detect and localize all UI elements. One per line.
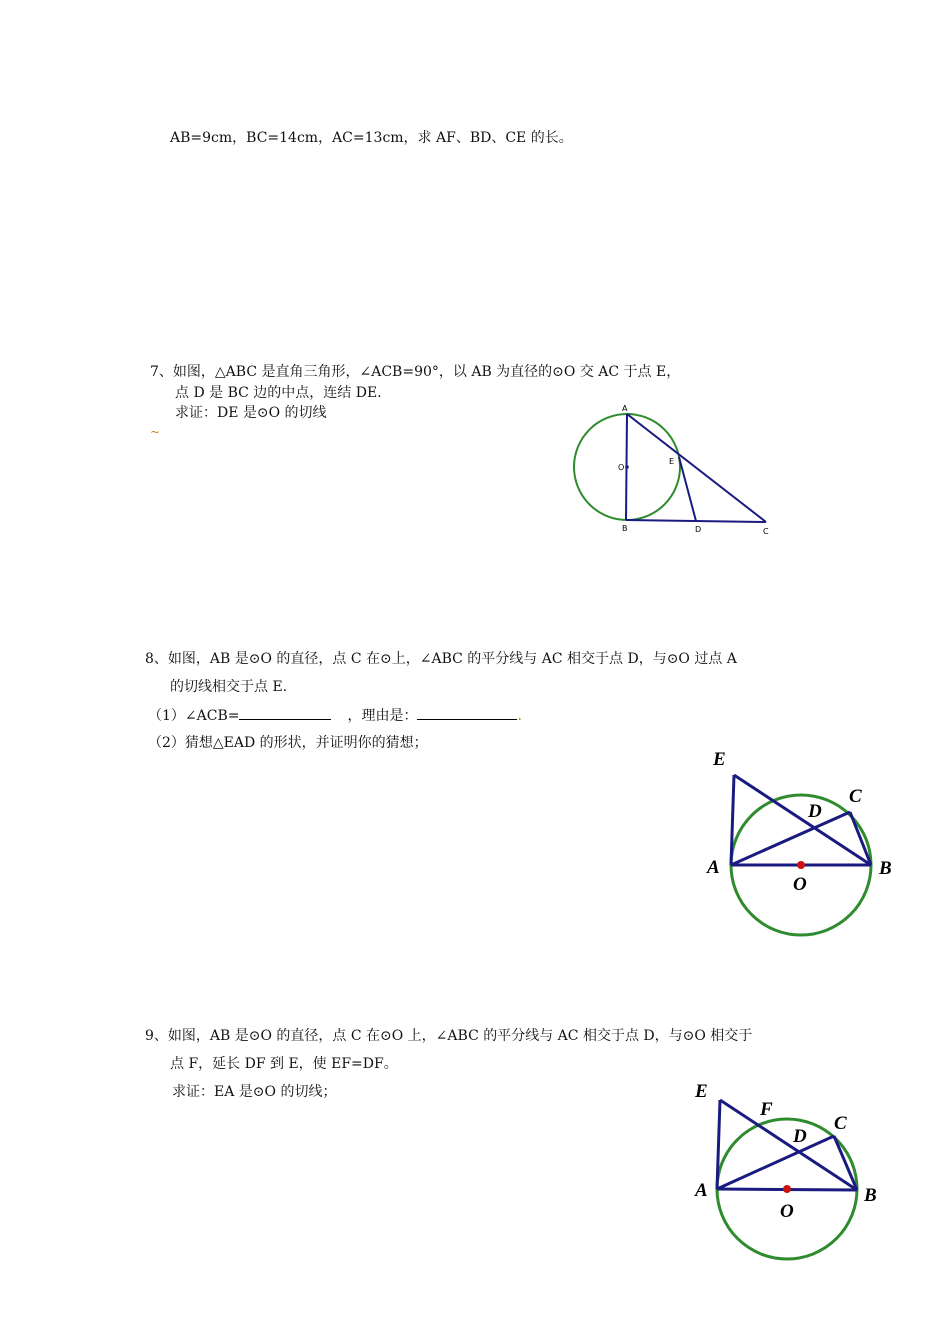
- problem-8-question-2: （2）猜想△EAD 的形状，并证明你的猜想；: [148, 735, 428, 751]
- problem-7-line-2: 点 D 是 BC 边的中点，连结 DE.: [175, 385, 382, 401]
- label-o: O: [793, 874, 807, 895]
- stray-tilde-mark: ~: [150, 425, 161, 439]
- label-o: O: [618, 463, 625, 472]
- problem-9-line-3: 求证：EA 是⊙O 的切线；: [172, 1084, 337, 1100]
- problem-9-line-1: 9、如图，AB 是⊙O 的直径，点 C 在⊙O 上，∠ABC 的平分线与 AC 相交于点 D，与⊙O 相交于: [145, 1028, 753, 1044]
- label-a: A: [622, 404, 628, 413]
- label-e: E: [713, 749, 726, 770]
- figure-problem-7: [560, 398, 790, 540]
- label-e: E: [695, 1081, 708, 1102]
- figure-problem-9: [690, 1072, 900, 1272]
- problem-8-line-1: 8、如图，AB 是⊙O 的直径，点 C 在⊙上，∠ABC 的平分线与 AC 相交于点 D，与⊙O 过点 A: [145, 651, 737, 667]
- label-b: B: [622, 524, 628, 533]
- problem-8-question-1: [148, 705, 522, 726]
- figure-problem-8: [700, 745, 900, 945]
- trailing-dot: .: [517, 708, 522, 724]
- center-point: [797, 861, 805, 869]
- label-o: O: [780, 1201, 794, 1222]
- label-b: B: [879, 858, 892, 879]
- label-c: C: [763, 527, 769, 536]
- problem-9-line-2: 点 F，延长 DF 到 E，使 EF=DF。: [170, 1056, 398, 1072]
- label-e: E: [669, 457, 675, 466]
- label-c: C: [834, 1113, 847, 1134]
- reason-answer-blank[interactable]: [417, 705, 517, 720]
- center-point: [783, 1185, 791, 1193]
- label-a: A: [707, 857, 720, 878]
- problem-8-line-2: 的切线相交于点 E.: [170, 679, 288, 695]
- problem-7-line-3: 求证：DE 是⊙O 的切线: [175, 405, 327, 421]
- label-b: B: [864, 1185, 877, 1206]
- label-f: F: [760, 1099, 773, 1120]
- label-a: A: [695, 1180, 708, 1201]
- center-point: [625, 465, 629, 469]
- label-d: D: [695, 525, 702, 534]
- label-d: D: [808, 801, 822, 822]
- problem-7-line-1: 7、如图，△ABC 是直角三角形，∠ACB=90°，以 AB 为直径的⊙O 交 AC 于点 E，: [150, 364, 681, 380]
- label-c: C: [849, 786, 862, 807]
- angle-answer-blank[interactable]: [239, 705, 331, 720]
- problem-6-continuation: AB=9cm，BC=14cm，AC=13cm，求 AF、BD、CE 的长。: [170, 130, 573, 146]
- reason-prompt: ，理由是：: [347, 708, 418, 724]
- segment-ac: [627, 414, 766, 522]
- label-d: D: [793, 1126, 807, 1147]
- question-1-prompt: （1）∠ACB=: [148, 708, 240, 724]
